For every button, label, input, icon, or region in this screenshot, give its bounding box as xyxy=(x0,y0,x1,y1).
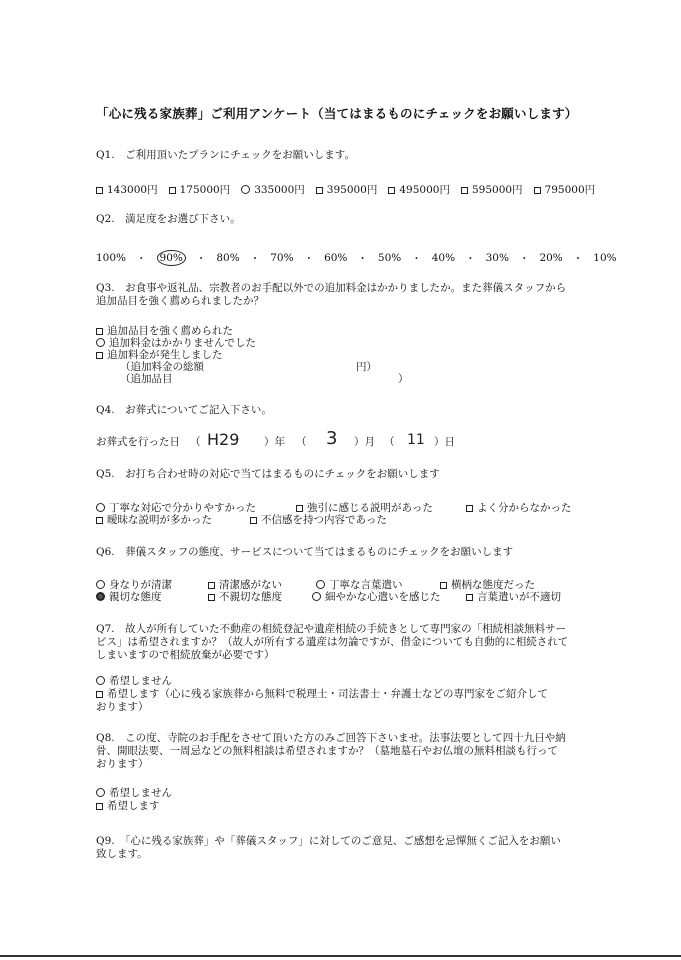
q7-option[interactable]: 希望します（心に残る家族葬から無料で税理士・司法書士・弁護士などの専門家をご紹介して xyxy=(96,689,548,700)
q5-option[interactable]: 不信感を持つ内容であった xyxy=(250,515,387,526)
q3-option[interactable]: 追加料金が発生しました xyxy=(96,350,223,361)
q1-option[interactable]: 143000円 xyxy=(96,182,158,197)
q4-month-handwritten[interactable]: 3 xyxy=(326,428,338,449)
q9-question-line1: Q9. 「心に残る家族葬」や「葬儀スタッフ」に対してのご意見、ご感想を忌憚無くご記入をお願い xyxy=(96,835,561,847)
checkbox[interactable] xyxy=(440,582,447,589)
checkbox[interactable] xyxy=(534,187,541,194)
q2-scale-item[interactable]: 50% xyxy=(377,252,402,264)
q4-question: Q4. お葬式についてご記入下さい。 xyxy=(96,404,272,416)
checkbox[interactable] xyxy=(250,517,257,524)
q4-day-handwritten[interactable]: 11 xyxy=(407,432,425,448)
checkbox-checked[interactable] xyxy=(96,592,105,601)
checkbox[interactable] xyxy=(466,594,473,601)
checkbox[interactable] xyxy=(461,187,468,194)
q6-option[interactable]: 清潔感がない xyxy=(208,580,282,591)
checkbox-checked[interactable] xyxy=(96,788,105,797)
q8-question-line1: Q8. この度、寺院のお手配をさせて頂いた方のみご回答下さいませ。法事法要として四十九日や納 xyxy=(96,732,566,744)
q4-month-close: ）月 xyxy=(354,436,375,448)
checkbox[interactable] xyxy=(96,803,103,810)
q5-option[interactable]: 強引に感じる説明があった xyxy=(296,503,433,514)
checkbox[interactable] xyxy=(296,505,303,512)
q6-option[interactable]: 不親切な態度 xyxy=(208,592,282,603)
q1-option[interactable]: 495000円 xyxy=(388,182,450,197)
q6-option-selected[interactable]: 親切な態度 xyxy=(96,592,162,603)
q2-scale-item[interactable]: 60% xyxy=(324,252,348,264)
q6-question: Q6. 葬儀スタッフの態度、サービスについて当てはまるものにチェックをお願いします xyxy=(96,546,514,558)
q2-scale-item[interactable]: 10% xyxy=(593,252,617,264)
checkbox[interactable] xyxy=(96,352,103,359)
q4-open-paren: （ xyxy=(384,436,395,448)
q2-scale-item[interactable]: 40% xyxy=(431,252,456,264)
checkbox-checked[interactable] xyxy=(96,676,105,685)
checkbox[interactable] xyxy=(316,187,323,194)
q3-option-selected[interactable]: 追加料金はかかりませんでした xyxy=(96,338,256,349)
survey-title: 「心に残る家族葬」ご利用アンケート（当てはまるものにチェックをお願いします） xyxy=(96,106,578,121)
q5-option-selected[interactable]: 丁寧な対応で分かりやすかった xyxy=(96,503,256,514)
q7-question-line1: Q7. 故人が所有していた不動産の相続登記や遺産相続の手続きとして専門家の「相続相談無料サー xyxy=(96,623,567,635)
q5-question: Q5. お打ち合わせ時の対応で当てはまるものにチェックをお願いします xyxy=(96,468,440,480)
q1-option-selected[interactable]: 335000円 xyxy=(241,182,305,197)
q8-option[interactable]: 希望します xyxy=(96,801,160,812)
checkbox-checked[interactable] xyxy=(96,580,105,589)
q2-scale-item[interactable]: 70% xyxy=(270,252,294,264)
q3-item-label: （追加品目 xyxy=(120,373,173,385)
page-scan-edge xyxy=(0,955,681,957)
q4-era-year-handwritten[interactable]: H29 xyxy=(207,430,240,449)
q3-option[interactable]: 追加品目を強く薦められた xyxy=(96,326,233,337)
checkbox[interactable] xyxy=(96,517,103,524)
q8-question-line3: おります） xyxy=(96,758,149,770)
checkbox[interactable] xyxy=(96,328,103,335)
q7-option-continuation: おります） xyxy=(96,701,149,713)
handwriting-stroke xyxy=(322,428,344,452)
q1-option[interactable]: 395000円 xyxy=(316,182,378,197)
q6-option[interactable]: 横柄な態度だった xyxy=(440,580,535,591)
checkbox[interactable] xyxy=(96,691,103,698)
q3-amount-label: （追加料金の総額 xyxy=(120,361,204,373)
checkbox-checked[interactable] xyxy=(312,592,321,601)
q6-option-selected[interactable]: 丁寧な言葉遣い xyxy=(316,580,403,591)
q7-option-selected[interactable]: 希望しません xyxy=(96,676,172,687)
q1-question: Q1. ご利用頂いたプランにチェックをお願いします。 xyxy=(96,149,355,161)
checkbox[interactable] xyxy=(169,187,176,194)
checkbox[interactable] xyxy=(466,505,473,512)
checkbox[interactable] xyxy=(208,594,215,601)
checkbox-checked[interactable] xyxy=(316,580,325,589)
q2-scale-item-selected[interactable]: 90% xyxy=(157,250,186,266)
q4-open-paren: （ xyxy=(296,436,307,448)
checkbox-checked[interactable] xyxy=(96,338,105,347)
q2-question: Q2. 満足度をお選び下さい。 xyxy=(96,213,241,225)
q7-question-line2: ビス」は希望されますか？（故人が所有する遺産は勿論ですが、借金についても自動的に相続されて xyxy=(96,636,569,648)
q1-option[interactable]: 795000円 xyxy=(534,182,596,197)
q5-option[interactable]: よく分からなかった xyxy=(466,503,572,514)
q8-question-line2: 骨、開眼法要、一周忌などの無料相談は希望されますか？（墓地墓石やお仏壇の無料相談も行って xyxy=(96,745,558,757)
q2-scale-item[interactable]: 100% xyxy=(96,252,127,264)
checkbox-checked[interactable] xyxy=(241,185,250,194)
checkbox[interactable] xyxy=(96,187,103,194)
q4-date-prefix: お葬式を行った日 xyxy=(96,436,180,448)
q2-scale-item[interactable]: 80% xyxy=(216,252,240,264)
q2-scale: 100% ・ 90% ・ 80% ・ 70% ・ 60% ・ 50% ・ 40% ・ 30% ・ 20% ・ 10% xyxy=(96,252,617,265)
q3-question-line2: 追加品目を強く薦められましたか？ xyxy=(96,295,264,307)
q6-option[interactable]: 言葉遣いが不適切 xyxy=(466,592,561,603)
q4-year-close: ）年 xyxy=(264,436,285,448)
checkbox[interactable] xyxy=(388,187,395,194)
checkbox-checked[interactable] xyxy=(96,503,105,512)
q1-option[interactable]: 595000円 xyxy=(461,182,523,197)
q9-question-line2: 致します。 xyxy=(96,848,148,860)
q1-options xyxy=(96,182,606,197)
q4-day-close: ）日 xyxy=(434,436,455,448)
q6-option-selected[interactable]: 細やかな心遣いを感じた xyxy=(312,592,441,603)
q5-option[interactable]: 曖昧な説明が多かった xyxy=(96,515,212,526)
q3-item-close: ） xyxy=(398,373,409,385)
q7-question-line3: しまいますので相続放棄が必要です） xyxy=(96,649,275,661)
checkbox[interactable] xyxy=(208,582,215,589)
q8-option-selected[interactable]: 希望しません xyxy=(96,788,172,799)
q1-option[interactable]: 175000円 xyxy=(169,182,231,197)
q6-option-selected[interactable]: 身なりが清潔 xyxy=(96,580,172,591)
q3-question-line1: Q3. お食事や返礼品、宗教者のお手配以外での追加料金はかかりましたか。また葬儀スタッフから xyxy=(96,282,567,294)
q4-open-paren: （ xyxy=(190,436,201,448)
q3-amount-unit: 円） xyxy=(356,361,377,373)
q2-scale-item[interactable]: 30% xyxy=(485,252,509,264)
q2-scale-item[interactable]: 20% xyxy=(539,252,563,264)
